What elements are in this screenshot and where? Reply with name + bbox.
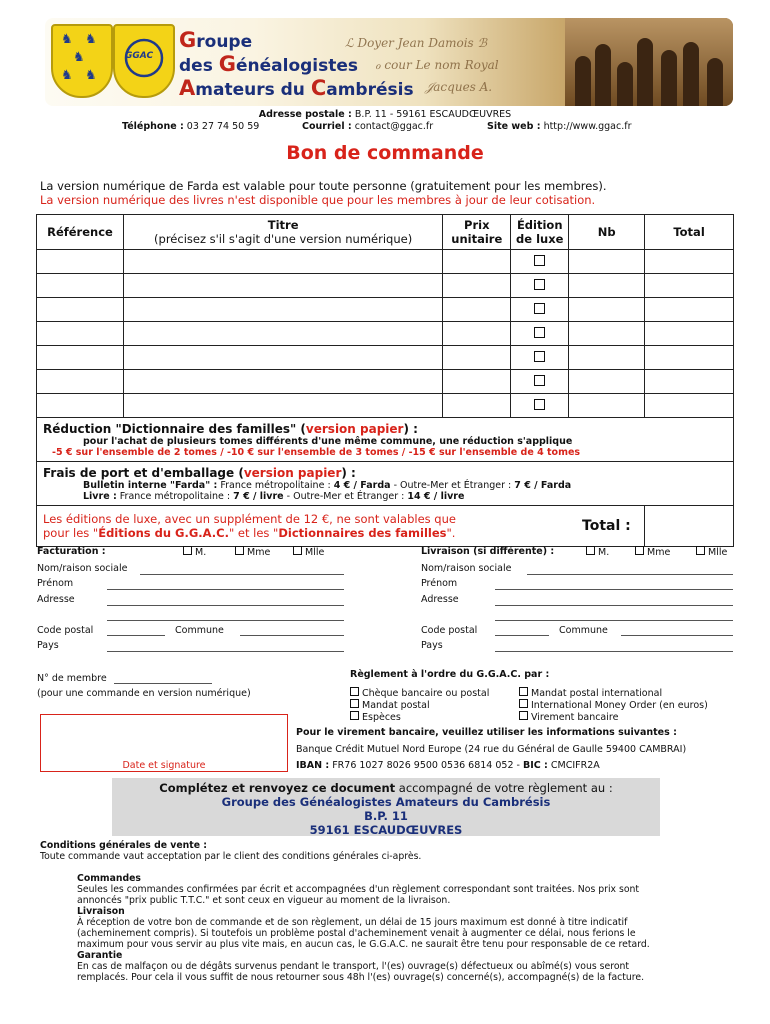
cell-prix[interactable] [443, 394, 511, 418]
cell-total[interactable] [645, 394, 734, 418]
cell-total[interactable] [645, 346, 734, 370]
reduction-line-2: -5 € sur l'ensemble de 2 tomes / -10 € sur l'ensemble de 3 tomes / -15 € sur l'ensemble de 4 tomes [52, 447, 581, 458]
fact-nom-field[interactable] [140, 574, 344, 575]
cell-prix[interactable] [443, 370, 511, 394]
commandes-text: annoncés "prix public T.T.C." et sont ceux en vigueur au moment de la livraison. [77, 895, 451, 906]
cell-total[interactable] [645, 298, 734, 322]
send-to-line-1: Complétez et renvoyez ce document accompagné de votre règlement au : [159, 781, 613, 795]
checkbox-icon [350, 687, 359, 696]
cell-edition [511, 250, 569, 274]
checkbox-icon [635, 546, 644, 555]
cell-total[interactable] [645, 274, 734, 298]
decorative-script: ℒ Doyer Jean Damois ℬ [345, 36, 487, 50]
livr-prenom-label: Prénom [421, 578, 458, 589]
grand-total-field[interactable] [645, 506, 734, 547]
logo-text: GGAC [125, 51, 154, 61]
total-label: Total : [569, 506, 645, 547]
virement-title: Pour le virement bancaire, veuillez utiliser les informations suivantes : [296, 727, 677, 738]
signature-box[interactable] [40, 714, 288, 772]
option-mandat[interactable]: Mandat postal [350, 699, 489, 711]
livr-cp-field[interactable] [495, 635, 549, 636]
cell-edition [511, 370, 569, 394]
luxe-checkbox[interactable] [534, 351, 545, 362]
livraison-text: maximum pour vous servir au plus vite mais, en aucun cas, le G.G.A.C. ne saurait être tenu pour responsable de ce retard. [77, 939, 650, 950]
luxe-checkbox[interactable] [534, 255, 545, 266]
cell-total[interactable] [645, 370, 734, 394]
option-especes[interactable]: Espèces [350, 711, 489, 723]
livraison-title-cond: Livraison [77, 906, 125, 917]
facturation-title: Facturation : [37, 546, 106, 557]
table-row [37, 250, 734, 274]
table-header-row [37, 215, 734, 250]
conditions-intro: Toute commande vaut acceptation par le client des conditions générales ci-après. [40, 851, 422, 862]
order-table [36, 214, 734, 547]
option-money-order[interactable]: International Money Order (en euros) [519, 699, 708, 711]
livr-cp-label: Code postal [421, 625, 478, 636]
cell-titre[interactable] [123, 370, 442, 394]
cell-prix[interactable] [443, 298, 511, 322]
phone: Téléphone : 03 27 74 50 59 [122, 121, 260, 132]
luxe-checkbox[interactable] [534, 279, 545, 290]
cell-prix[interactable] [443, 274, 511, 298]
frais-bulletin: Bulletin interne "Farda" : France métropolitaine : 4 € / Farda - Outre-Mer et Étranger : 7 € / Farda [83, 480, 572, 491]
fact-civ-mme[interactable]: Mme [235, 546, 270, 558]
cell-reference[interactable] [37, 322, 124, 346]
conditions-body [77, 873, 729, 983]
family-photo [565, 18, 733, 106]
checkbox-icon [293, 546, 302, 555]
cell-edition [511, 346, 569, 370]
cell-nb[interactable] [569, 250, 645, 274]
virement-iban: IBAN : FR76 1027 8026 9500 0536 6814 052 - BIC : CMCIFR2A [296, 760, 600, 771]
livr-civ-mme[interactable]: Mme [635, 546, 670, 558]
signature-label: Date et signature [122, 760, 206, 771]
option-mandat-international[interactable]: Mandat postal international [519, 687, 708, 699]
checkbox-icon [586, 546, 595, 555]
cell-reference[interactable] [37, 370, 124, 394]
livr-nom-field[interactable] [527, 574, 733, 575]
cell-nb[interactable] [569, 370, 645, 394]
fact-cp-field[interactable] [107, 635, 165, 636]
decorative-script: 𝒥acques A. [425, 80, 493, 94]
fact-civ-mlle[interactable]: Mlle [293, 546, 324, 558]
cell-reference[interactable] [37, 298, 124, 322]
send-to-box [112, 778, 660, 836]
cell-edition [511, 298, 569, 322]
reglement-options-right [519, 687, 708, 723]
cell-edition [511, 274, 569, 298]
checkbox-icon [519, 699, 528, 708]
frais-title: Frais de port et d'emballage (version papier) : [43, 466, 356, 480]
reglement-options-left [350, 687, 489, 723]
col-total: Total [645, 215, 734, 250]
commandes-text: Seules les commandes confirmées par écrit et accompagnées d'un règlement correspondant sont traitées. Nos prix sont [77, 884, 640, 895]
fact-commune-field[interactable] [240, 635, 344, 636]
ggac-logo-icon [113, 24, 175, 98]
table-row [37, 370, 734, 394]
table-row [37, 394, 734, 418]
intro-line-1: La version numérique de Farda est valable pour toute personne (gratuitement pour les membres). [40, 179, 607, 193]
livr-nom-label: Nom/raison sociale [421, 563, 512, 574]
reduction-row [37, 418, 734, 462]
fact-adresse-field-2[interactable] [107, 620, 344, 621]
cell-titre[interactable] [123, 298, 442, 322]
cell-nb[interactable] [569, 298, 645, 322]
col-titre: Titre (précisez s'il s'agit d'une version numérique) [123, 215, 442, 250]
intro-line-2: La version numérique des livres n'est disponible que pour les membres à jour de leur cotisation. [40, 193, 596, 207]
cell-reference[interactable] [37, 394, 124, 418]
reduction-cell [37, 418, 734, 462]
cell-edition [511, 394, 569, 418]
decorative-script: ℴ cour Le nom Royal [375, 58, 499, 72]
cell-nb[interactable] [569, 322, 645, 346]
luxe-checkbox[interactable] [534, 399, 545, 410]
fact-adresse-field[interactable] [107, 605, 344, 606]
garantie-text: En cas de malfaçon ou de dégâts survenus pendant le transport, l'(es) ouvrage(s) défectueux ou abîmé(s) vous seront [77, 961, 630, 972]
virement-banque: Banque Crédit Mutuel Nord Europe (24 rue du Général de Gaulle 59400 CAMBRAI) [296, 744, 687, 755]
livr-adresse-field[interactable] [495, 605, 733, 606]
livr-pays-label: Pays [421, 640, 443, 651]
email: Courriel : contact@ggac.fr [302, 121, 434, 132]
checkbox-icon [350, 711, 359, 720]
livr-civ-mlle[interactable]: Mlle [696, 546, 727, 558]
cell-titre[interactable] [123, 322, 442, 346]
fact-cp-label: Code postal [37, 625, 94, 636]
table-row [37, 322, 734, 346]
col-nb: Nb [569, 215, 645, 250]
reduction-line-1: pour l'achat de plusieurs tomes différents d'une même commune, une réduction s'applique [83, 436, 573, 447]
col-prix: Prix unitaire [443, 215, 511, 250]
membre-field[interactable] [114, 683, 212, 684]
cell-prix[interactable] [443, 322, 511, 346]
fact-prenom-label: Prénom [37, 578, 74, 589]
fact-nom-label: Nom/raison sociale [37, 563, 128, 574]
cell-edition [511, 322, 569, 346]
garantie-title: Garantie [77, 950, 123, 961]
postal-address: Adresse postale : B.P. 11 - 59161 ESCAUDŒUVRES [258, 109, 512, 120]
option-cheque[interactable]: Chèque bancaire ou postal [350, 687, 489, 699]
checkbox-icon [696, 546, 705, 555]
checkbox-icon [519, 687, 528, 696]
fact-civ-m[interactable]: M. [183, 546, 206, 558]
membre-note: (pour une commande en version numérique) [37, 688, 251, 699]
checkbox-icon [183, 546, 192, 555]
livr-commune-label: Commune [559, 625, 608, 636]
frais-cell [37, 462, 734, 506]
luxe-note: Les éditions de luxe, avec un supplément de 12 €, ne sont valables que pour les "Éditions du G.G.A.C." et les "Dictionnaires des familles". [37, 506, 569, 547]
cell-prix[interactable] [443, 346, 511, 370]
cell-reference[interactable] [37, 274, 124, 298]
fact-pays-label: Pays [37, 640, 59, 651]
garantie-text: remplacés. Pour cela il vous suffit de nous retourner sous 48h l'(es) ouvrage(s) concerné(s), accompagné(s) de la facture. [77, 972, 645, 983]
luxe-checkbox[interactable] [534, 375, 545, 386]
livraison-title: Livraison (si différente) : [421, 546, 555, 557]
website: Site web : http://www.ggac.fr [487, 121, 632, 132]
cell-nb[interactable] [569, 346, 645, 370]
cell-titre[interactable] [123, 250, 442, 274]
livr-adresse-label: Adresse [421, 594, 459, 605]
col-reference: Référence [37, 215, 124, 250]
org-name-line2: des Généalogistes [179, 52, 359, 76]
checkbox-icon [519, 711, 528, 720]
reglement-title: Règlement à l'ordre du G.G.A.C. par : [350, 669, 550, 680]
table-row [37, 298, 734, 322]
cell-total[interactable] [645, 322, 734, 346]
cell-prix[interactable] [443, 250, 511, 274]
cell-titre[interactable] [123, 274, 442, 298]
membre-label: N° de membre [37, 673, 107, 684]
page-title: Bon de commande [286, 142, 484, 164]
org-name-line1: Groupe [179, 28, 253, 52]
cell-nb[interactable] [569, 394, 645, 418]
luxe-checkbox[interactable] [534, 303, 545, 314]
livr-civ-m[interactable]: M. [586, 546, 609, 558]
livr-commune-field[interactable] [621, 635, 733, 636]
livr-adresse-field-2[interactable] [495, 620, 733, 621]
livr-pays-field[interactable] [495, 651, 733, 652]
cell-total[interactable] [645, 250, 734, 274]
total-row [37, 506, 734, 547]
send-to-city: 59161 ESCAUDŒUVRES [309, 823, 463, 837]
luxe-checkbox[interactable] [534, 327, 545, 338]
header-banner [45, 18, 733, 106]
frais-livre: Livre : France métropolitaine : 7 € / livre - Outre-Mer et Étranger : 14 € / livre [83, 491, 465, 502]
cell-nb[interactable] [569, 274, 645, 298]
send-to-bp: B.P. 11 [364, 809, 408, 823]
checkbox-icon [350, 699, 359, 708]
send-to-org: Groupe des Généalogistes Amateurs du Cambrésis [221, 795, 551, 809]
livraison-text: À réception de votre bon de commande et de son règlement, un délai de 15 jours maximum est donné à titre indicatif [77, 917, 628, 928]
conditions-title: Conditions générales de vente : [40, 840, 207, 851]
col-edition: Édition de luxe [511, 215, 569, 250]
table-row [37, 274, 734, 298]
cell-titre[interactable] [123, 346, 442, 370]
option-virement[interactable]: Virement bancaire [519, 711, 708, 723]
reduction-title: Réduction "Dictionnaire des familles" (version papier) : [43, 422, 418, 436]
cell-titre[interactable] [123, 394, 442, 418]
livr-prenom-field[interactable] [495, 589, 733, 590]
cell-reference[interactable] [37, 250, 124, 274]
cell-reference[interactable] [37, 346, 124, 370]
table-row [37, 346, 734, 370]
fact-adresse-label: Adresse [37, 594, 75, 605]
livraison-text: (acheminement compris). Si toutefois un problème postal d'acheminement venait à augmenter ce délai, nous ferions le [77, 928, 636, 939]
fact-commune-label: Commune [175, 625, 224, 636]
coat-of-arms-left-icon: ♞ ♞ ♞ ♞ ♞ [51, 24, 113, 98]
frais-row [37, 462, 734, 506]
checkbox-icon [235, 546, 244, 555]
commandes-title: Commandes [77, 873, 141, 884]
fact-pays-field[interactable] [107, 651, 344, 652]
org-name-line3: Amateurs du Cambrésis [179, 76, 414, 100]
fact-prenom-field[interactable] [107, 589, 344, 590]
